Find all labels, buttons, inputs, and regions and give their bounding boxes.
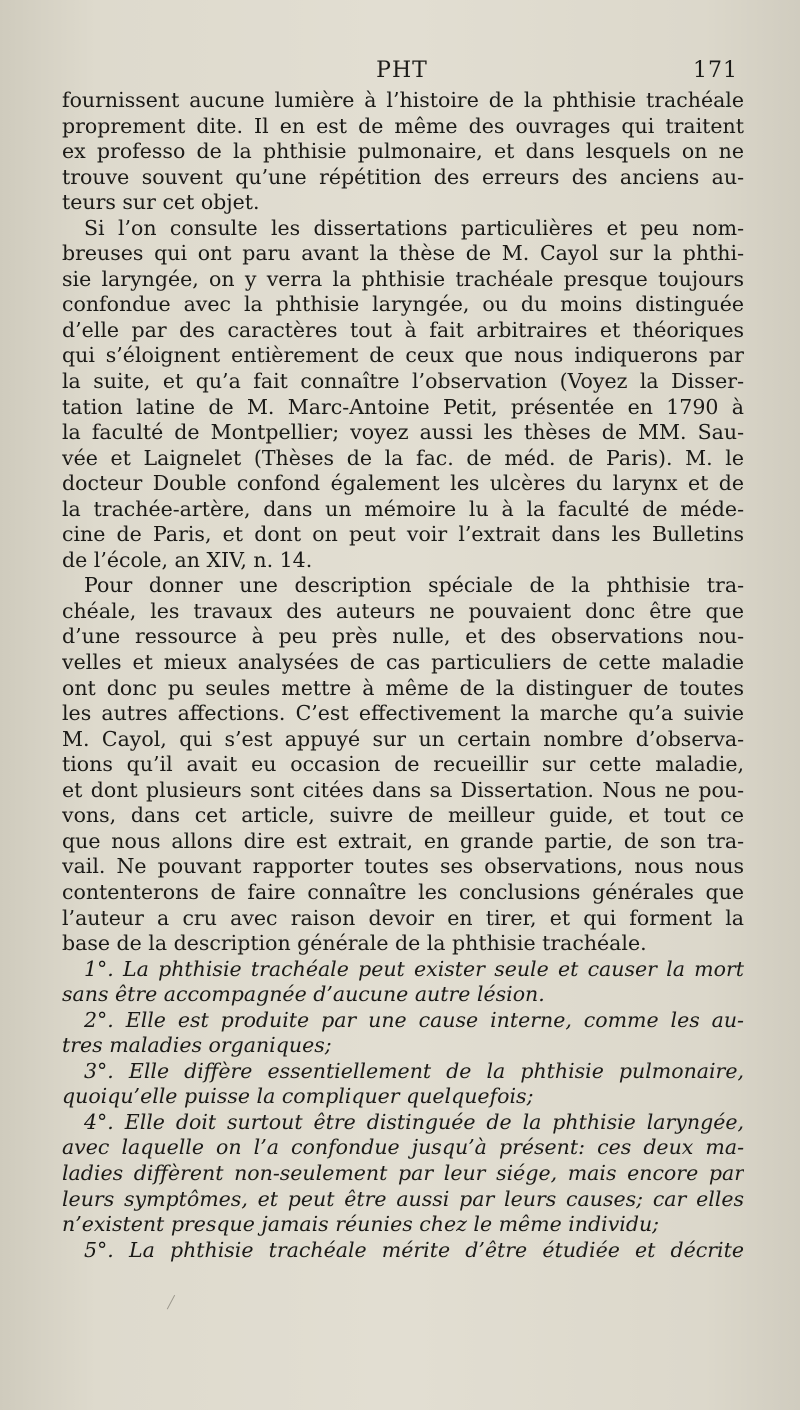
text-line: leurs symptômes, et peut être aussi par leurs causes; car elles <box>62 1186 744 1211</box>
text-line: la suite, et qu’a fait connaître l’observation (Voyez la Disser- <box>62 369 744 394</box>
text-line: fournissent aucune lumière à l’histoire de la phthisie trachéale <box>62 88 744 112</box>
text-line: vée et Laignelet (Thèses de la fac. de méd. de Paris). M. le <box>62 445 744 470</box>
text-line: confondue avec la phthisie laryngée, ou du moins distinguée <box>62 292 744 317</box>
body-text <box>62 88 744 1263</box>
page-number: 171 <box>693 58 738 83</box>
text-line: Si l’on consulte les dissertations particulières et peu nom- <box>84 215 744 240</box>
text-line: qui s’éloignent entièrement de ceux que nous indiquerons par <box>62 343 744 368</box>
text-line: proprement dite. Il en est de même des ouvrages qui traitent <box>62 113 744 138</box>
text-line: Pour donner une description spéciale de la phthisie tra- <box>84 573 744 598</box>
text-line: tions qu’il avait eu occasion de recueillir sur cette maladie, <box>62 752 744 777</box>
text-line: docteur Double confond également les ulcères du larynx et de <box>62 471 744 496</box>
text-line: de l’école, an XIV, n. 14. <box>62 547 313 572</box>
text-line: chéale, les travaux des auteurs ne pouvaient donc être que <box>62 598 744 623</box>
page-header <box>62 58 742 88</box>
text-line: ex professo de la phthisie pulmonaire, et dans lesquels on ne <box>62 139 744 164</box>
text-line: l’auteur a cru avec raison devoir en tirer, et qui forment la <box>62 905 744 930</box>
text-line: cine de Paris, et dont on peut voir l’extrait dans les Bulletins <box>62 522 744 547</box>
text-line: M. Cayol, qui s’est appuyé sur un certain nombre d’observa- <box>62 726 744 751</box>
text-line: tres maladies organiques; <box>62 1033 332 1058</box>
text-line: vons, dans cet article, suivre de meilleur guide, et tout ce <box>62 803 744 828</box>
text-line: ladies diffèrent non-seulement par leur siége, mais encore par <box>62 1160 744 1185</box>
text-line: que nous allons dire est extrait, en grande partie, de son tra- <box>62 828 744 853</box>
text-line: velles et mieux analysées de cas particuliers de cette maladie <box>62 650 744 675</box>
text-line: tation latine de M. Marc-Antoine Petit, présentée en 1790 à <box>62 394 744 419</box>
text-line: les autres affections. C’est effectivement la marche qu’a suivie <box>62 701 744 726</box>
text-line: 5°. La phthisie trachéale mérite d’être étudiée et décrite <box>84 1237 744 1262</box>
text-line: 1°. La phthisie trachéale peut exister seule et causer la mort <box>84 956 744 981</box>
text-line: trouve souvent qu’une répétition des erreurs des anciens au- <box>62 164 744 189</box>
text-line: la faculté de Montpellier; voyez aussi les thèses de MM. Sau- <box>62 420 744 445</box>
text-line: sans être accompagnée d’aucune autre lésion. <box>62 982 545 1007</box>
text-line: n’existent presque jamais réunies chez le même individu; <box>62 1212 660 1237</box>
text-line: breuses qui ont paru avant la thèse de M. Cayol sur la phthi- <box>62 241 744 266</box>
text-line: et dont plusieurs sont citées dans sa Dissertation. Nous ne pou- <box>62 777 744 802</box>
paper-mark <box>167 1295 182 1313</box>
text-line: 3°. Elle diffère essentiellement de la phthisie pulmonaire, <box>84 1058 744 1083</box>
text-line: sie laryngée, on y verra la phthisie trachéale presque toujours <box>62 266 744 291</box>
running-head: PHT <box>376 58 428 83</box>
text-line: 2°. Elle est produite par une cause interne, comme les au- <box>84 1007 744 1032</box>
text-line: base de la description générale de la phthisie trachéale. <box>62 931 647 956</box>
text-line: 4°. Elle doit surtout être distinguée de la phthisie laryngée, <box>84 1109 744 1134</box>
text-line: vail. Ne pouvant rapporter toutes ses observations, nous nous <box>62 854 744 879</box>
text-line: quoiqu’elle puisse la compliquer quelquefois; <box>62 1084 534 1109</box>
text-line: d’elle par des caractères tout à fait arbitraires et théoriques <box>62 317 744 342</box>
text-line: contenterons de faire connaître les conclusions générales que <box>62 879 744 904</box>
text-line: ont donc pu seules mettre à même de la distinguer de toutes <box>62 675 744 700</box>
text-line: la trachée-artère, dans un mémoire lu à la faculté de méde- <box>62 496 744 521</box>
text-line: avec laquelle on l’a confondue jusqu’à présent: ces deux ma- <box>62 1135 744 1160</box>
text-line: teurs sur cet objet. <box>62 190 260 215</box>
text-line: d’une ressource à peu près nulle, et des observations nou- <box>62 624 744 649</box>
